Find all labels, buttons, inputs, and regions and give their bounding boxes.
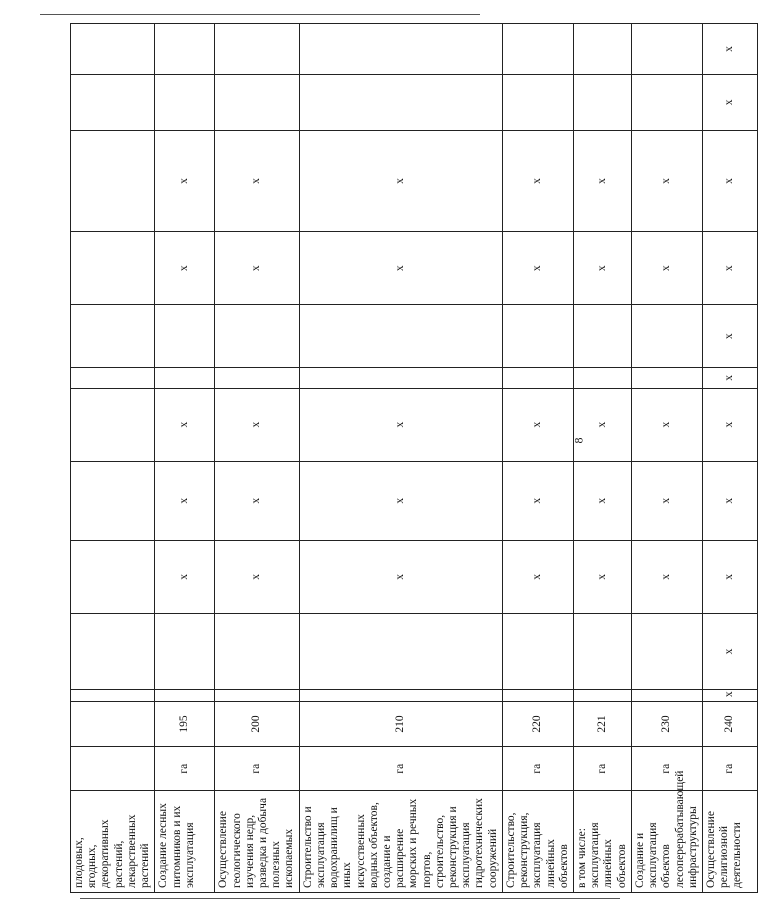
value-cell: x bbox=[631, 232, 702, 305]
unit-cell: га bbox=[299, 746, 502, 791]
value-cell: x bbox=[702, 540, 757, 613]
value-cell: x bbox=[631, 540, 702, 613]
value-cell: x bbox=[215, 388, 299, 461]
value-cell: x bbox=[702, 368, 757, 388]
value-cell: x bbox=[574, 130, 632, 232]
value-cell bbox=[71, 74, 155, 130]
value-cell bbox=[155, 368, 215, 388]
value-cell: x bbox=[702, 305, 757, 368]
code-cell: 195 bbox=[155, 702, 215, 747]
value-cell: x bbox=[215, 540, 299, 613]
value-cell bbox=[299, 74, 502, 130]
value-cell bbox=[71, 130, 155, 232]
value-cell: x bbox=[502, 461, 573, 540]
value-cell: x bbox=[702, 130, 757, 232]
row-label: Осуществление религиозной деятельности bbox=[702, 791, 757, 893]
code-cell: 221 bbox=[574, 702, 632, 747]
land-use-table bbox=[70, 23, 758, 893]
value-cell: x bbox=[631, 130, 702, 232]
value-cell bbox=[215, 24, 299, 75]
row-label: плодовых, ягодных, декоративных растений, лекарственных растений bbox=[71, 791, 155, 893]
row-label: Осуществление геологического изучения недр, разведка и добыча полезных ископаемых bbox=[215, 791, 299, 893]
value-cell bbox=[631, 690, 702, 702]
unit-cell: га bbox=[215, 746, 299, 791]
row-label: Создание лесных питомников и их эксплуатация bbox=[155, 791, 215, 893]
table-row bbox=[155, 24, 215, 893]
value-cell: x bbox=[299, 130, 502, 232]
table-row bbox=[71, 24, 155, 893]
value-cell bbox=[631, 74, 702, 130]
value-cell: x bbox=[155, 461, 215, 540]
value-cell: x bbox=[155, 388, 215, 461]
value-cell: x bbox=[574, 540, 632, 613]
value-cell bbox=[71, 305, 155, 368]
value-cell: x bbox=[702, 388, 757, 461]
value-cell bbox=[631, 613, 702, 689]
value-cell: x bbox=[574, 461, 632, 540]
value-cell: x bbox=[215, 130, 299, 232]
value-cell: x bbox=[299, 461, 502, 540]
value-cell bbox=[574, 305, 632, 368]
value-cell bbox=[215, 690, 299, 702]
table-row bbox=[702, 24, 757, 893]
value-cell bbox=[155, 305, 215, 368]
unit-cell: га bbox=[574, 746, 632, 791]
value-cell bbox=[299, 24, 502, 75]
value-cell: x bbox=[702, 232, 757, 305]
page-number: 8 bbox=[571, 437, 586, 444]
value-cell: x bbox=[299, 540, 502, 613]
value-cell bbox=[502, 368, 573, 388]
value-cell: x bbox=[155, 232, 215, 305]
unit-cell bbox=[71, 746, 155, 791]
code-cell: 200 bbox=[215, 702, 299, 747]
value-cell bbox=[71, 24, 155, 75]
value-cell: x bbox=[631, 388, 702, 461]
value-cell: x bbox=[702, 74, 757, 130]
value-cell bbox=[71, 540, 155, 613]
value-cell: x bbox=[702, 613, 757, 689]
code-cell: 210 bbox=[299, 702, 502, 747]
value-cell bbox=[155, 613, 215, 689]
value-cell bbox=[71, 368, 155, 388]
code-cell bbox=[71, 702, 155, 747]
value-cell: x bbox=[299, 388, 502, 461]
unit-cell: га bbox=[155, 746, 215, 791]
table-row bbox=[502, 24, 573, 893]
value-cell bbox=[215, 368, 299, 388]
value-cell: x bbox=[215, 232, 299, 305]
unit-cell: га bbox=[702, 746, 757, 791]
value-cell bbox=[574, 24, 632, 75]
code-cell: 230 bbox=[631, 702, 702, 747]
scan-edge-top bbox=[40, 14, 480, 15]
value-cell: x bbox=[702, 690, 757, 702]
value-cell bbox=[502, 613, 573, 689]
row-label: Создание и эксплуатация объектов лесоперерабатывающей инфраструктуры bbox=[631, 791, 702, 893]
unit-cell: га bbox=[502, 746, 573, 791]
value-cell: x bbox=[215, 461, 299, 540]
value-cell bbox=[299, 690, 502, 702]
value-cell: x bbox=[631, 461, 702, 540]
value-cell bbox=[71, 232, 155, 305]
value-cell bbox=[71, 690, 155, 702]
value-cell bbox=[574, 613, 632, 689]
value-cell: x bbox=[155, 130, 215, 232]
value-cell bbox=[71, 613, 155, 689]
unit-cell: га bbox=[631, 746, 702, 791]
row-label: Строительство и эксплуатация водохранилищ и иных искусственных водных объектов, создание и расширение морских и речных портов, строительство, реконструкция и эксплуатация гидротехнических сооружений bbox=[299, 791, 502, 893]
value-cell bbox=[502, 305, 573, 368]
value-cell: x bbox=[299, 232, 502, 305]
value-cell bbox=[155, 74, 215, 130]
value-cell bbox=[299, 613, 502, 689]
table-row bbox=[631, 24, 702, 893]
code-cell: 220 bbox=[502, 702, 573, 747]
value-cell: x bbox=[702, 24, 757, 75]
value-cell bbox=[502, 690, 573, 702]
value-cell bbox=[71, 388, 155, 461]
value-cell bbox=[71, 461, 155, 540]
table-row bbox=[574, 24, 632, 893]
row-label: в том числе: эксплуатация линейных объектов bbox=[574, 791, 632, 893]
value-cell: x bbox=[155, 540, 215, 613]
value-cell bbox=[215, 305, 299, 368]
row-label: Строительство, реконструкция, эксплуатация линейных объектов bbox=[502, 791, 573, 893]
value-cell bbox=[155, 690, 215, 702]
code-cell: 240 bbox=[702, 702, 757, 747]
value-cell: x bbox=[574, 232, 632, 305]
table-row bbox=[215, 24, 299, 893]
table-row bbox=[299, 24, 502, 893]
value-cell: x bbox=[702, 461, 757, 540]
value-cell bbox=[299, 368, 502, 388]
value-cell bbox=[502, 74, 573, 130]
value-cell: x bbox=[574, 388, 632, 461]
value-cell bbox=[574, 74, 632, 130]
value-cell: x bbox=[502, 388, 573, 461]
rotated-table-stage bbox=[70, 23, 744, 893]
value-cell bbox=[631, 24, 702, 75]
value-cell bbox=[574, 368, 632, 388]
value-cell: x bbox=[502, 232, 573, 305]
value-cell bbox=[631, 368, 702, 388]
value-cell bbox=[215, 74, 299, 130]
value-cell bbox=[502, 24, 573, 75]
scan-edge-bottom bbox=[80, 898, 620, 899]
value-cell bbox=[631, 305, 702, 368]
value-cell: x bbox=[502, 540, 573, 613]
value-cell bbox=[299, 305, 502, 368]
value-cell bbox=[574, 690, 632, 702]
value-cell bbox=[155, 24, 215, 75]
value-cell: x bbox=[502, 130, 573, 232]
value-cell bbox=[215, 613, 299, 689]
